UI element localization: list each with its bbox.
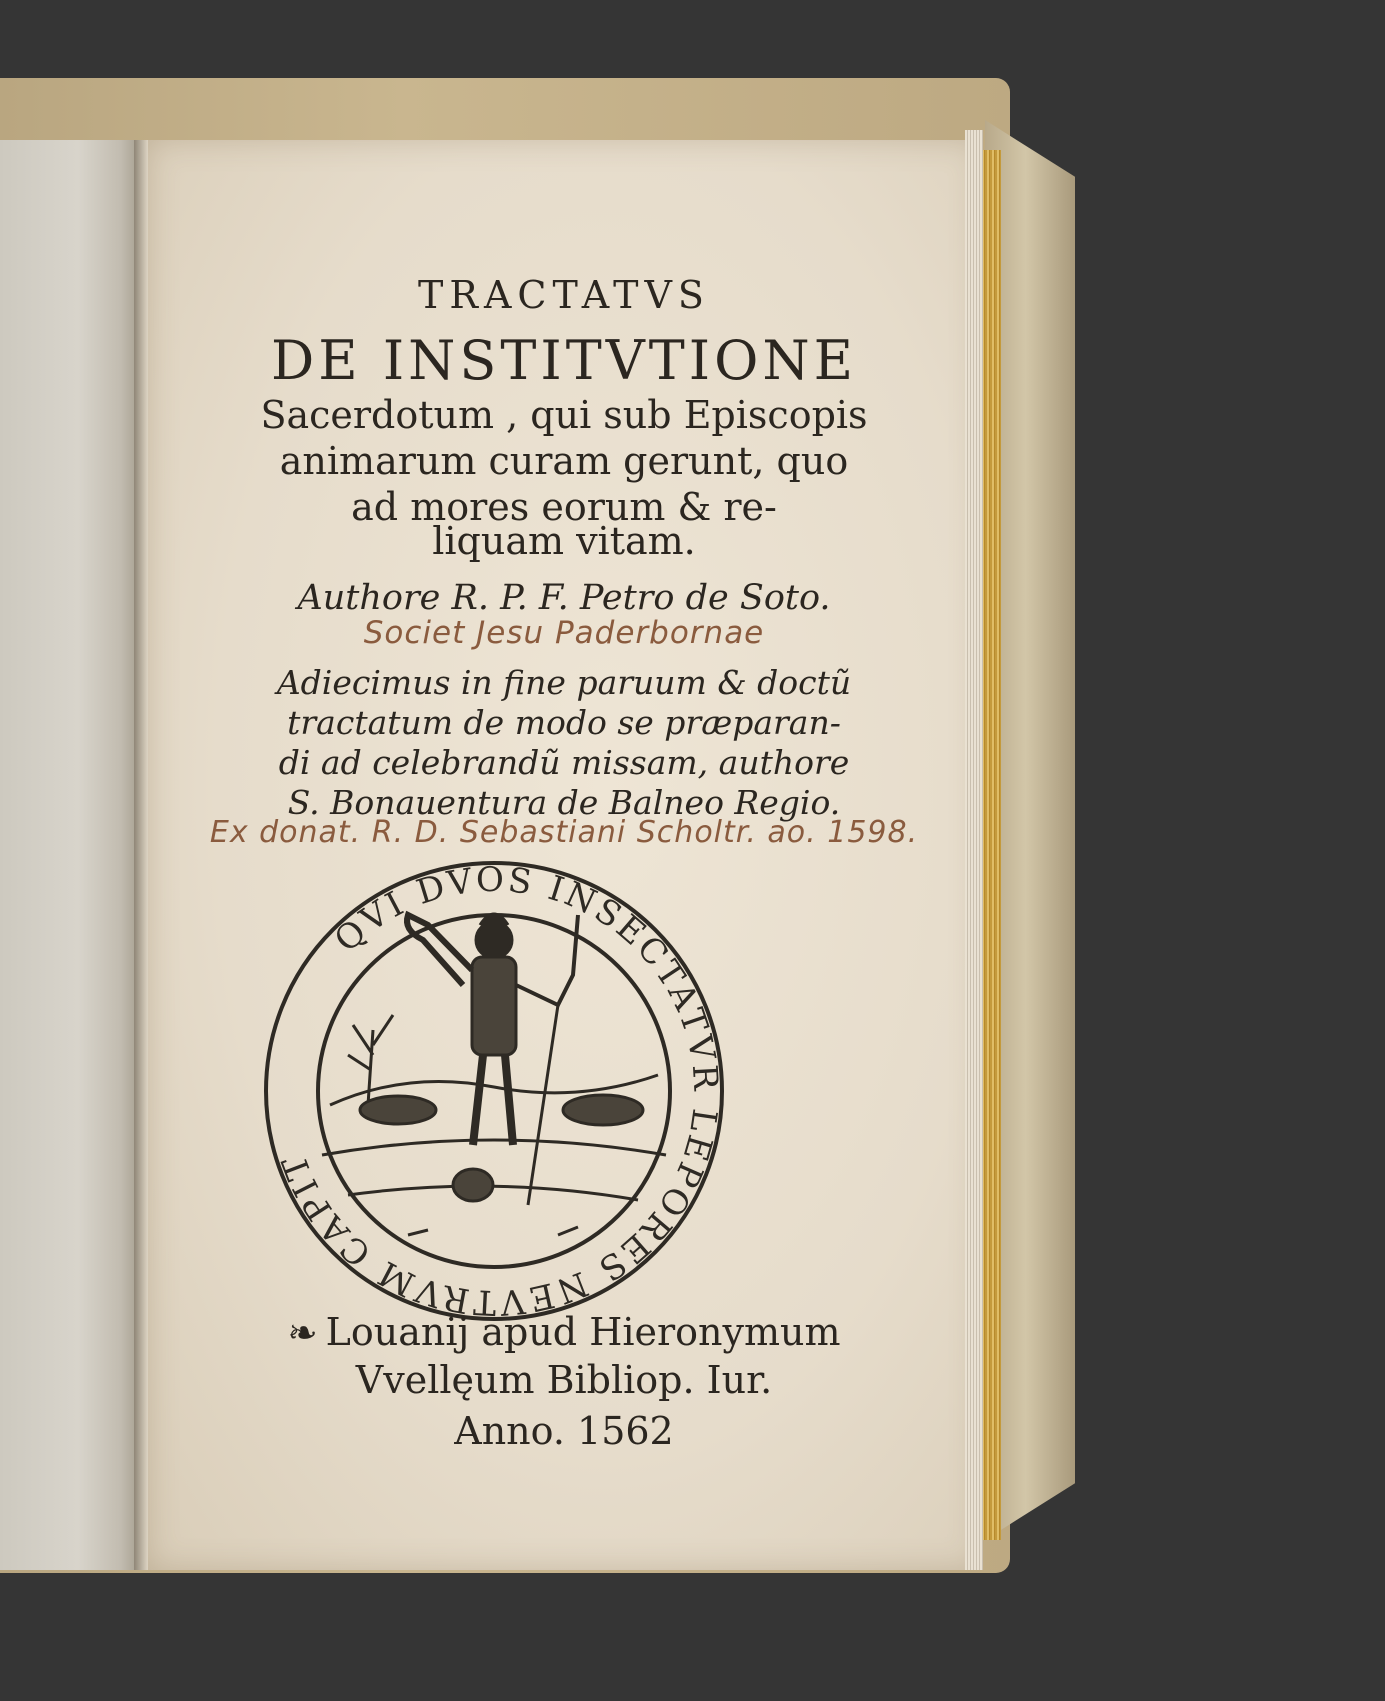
addendum-line: di ad celebrandũ missam, authore (278, 743, 850, 782)
manuscript-ownership-note: Societ Jesu Paderbornae (363, 615, 765, 651)
imprint-text: Louanij apud Hieronymum (325, 1310, 841, 1354)
title-line-1: TRACTATVS (418, 273, 710, 317)
device-motto-text: QVI DVOS INSECTATVR LEPORES NEVTRVM CAPIT (273, 859, 726, 1323)
facing-page (0, 140, 142, 1570)
addendum-line: S. Bonauentura de Balneo Regio. (287, 783, 841, 822)
addendum-line: Adiecimus in fine paruum & doctũ (276, 663, 852, 702)
fleuron-ornament: ❧ (287, 1313, 318, 1354)
printers-device-woodcut (258, 855, 730, 1327)
subtitle-line: liquam vitam. (432, 519, 696, 563)
addendum-line: tractatum de modo se præparan- (287, 703, 841, 742)
subtitle-line: Sacerdotum , qui sub Episcopis (260, 393, 868, 437)
imprint-year: Anno. 1562 (454, 1409, 674, 1453)
imprint-line (148, 1310, 980, 1354)
subtitle-line: animarum curam gerunt, quo (279, 439, 849, 483)
imprint-line: Vvellęum Bibliop. Iur. (355, 1358, 773, 1402)
subtitle-line: ad mores eorum & re- (351, 485, 777, 529)
title-line-2: DE INSTITVTIONE (270, 329, 858, 392)
author-line: Authore R. P. F. Petro de Soto. (297, 578, 831, 618)
manuscript-donation-note: Ex donat. R. D. Sebastiani Scholtr. ao. 1598. (209, 815, 919, 850)
